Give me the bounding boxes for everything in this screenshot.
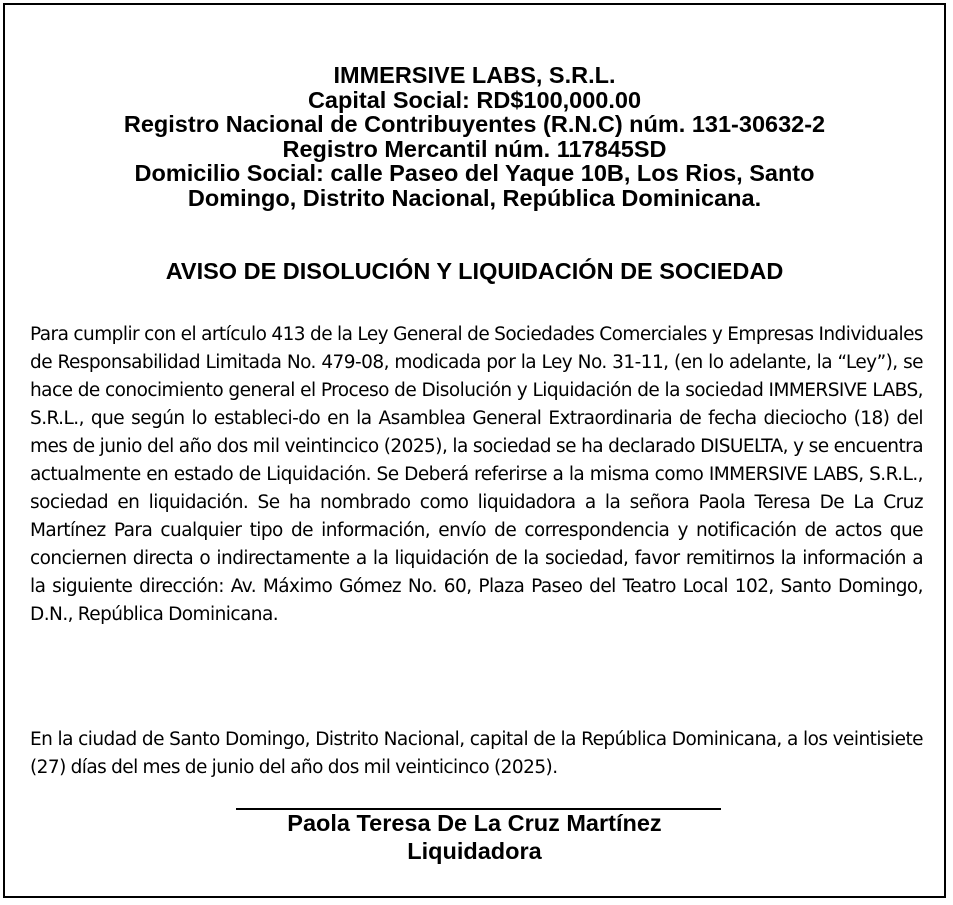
company-header — [25, 63, 924, 210]
body-paragraph-2: En la ciudad de Santo Domingo, Distrito Nacional, capital de la República Dominicana, a los veintisiete (27) días del mes de junio del año dos mil veinticinco (2025). — [30, 729, 923, 778]
legal-notice-frame — [3, 3, 946, 898]
body-paragraph-1: Para cumplir con el artículo 413 de la Ley General de Sociedades Comerciales y Empresas Individuales de Responsabilidad Limitada No. 479-08, modicada por la Ley No. 31-11, (en lo adelante, la “Ley”), se hace de conocimiento general el Proceso de Disolución y Liquidación de la sociedad IMMERSIVE LABS, S.R.L., que según lo estableci-do en la Asamblea General Extraordinaria de fecha dieciocho (18) del mes de junio del año dos mil veintincico (2025), la sociedad se ha declarado DISUELTA, y se encuentra actualmente en estado de Liquidación. Se Deberá referirse a la misma como IMMERSIVE LABS, S.R.L., sociedad en liquidación. Se ha nombrado como liquidadora a la señora Paola Teresa De La Cruz Martínez Para cualquier tipo de información, envío de correspondencia y notificación de actos que conciernen directa o indirectamente a la liquidación de la sociedad, favor remitirnos la información a la siguiente dirección: Av. Máximo Gómez No. 60, Plaza Paseo del Teatro Local 102, Santo Domingo, D.N., República Dominicana. — [30, 324, 923, 625]
signatory-name: Paola Teresa De La Cruz Martínez — [287, 810, 662, 836]
signature-block — [25, 809, 924, 865]
signatory-role: Liquidadora — [407, 838, 542, 864]
registro-mercantil: Registro Mercantil núm. 117845SD — [282, 135, 667, 162]
domicilio-line-1: Domicilio Social: calle Paseo del Yaque 10B, Los Rios, Santo — [134, 160, 815, 186]
capital-social: Capital Social: RD$100,000.00 — [307, 86, 642, 113]
domicilio-line-2: Domingo, Distrito Nacional, República Dominicana. — [187, 184, 762, 211]
company-name: IMMERSIVE LABS, S.R.L. — [333, 62, 616, 88]
notice-title: AVISO DE DISOLUCIÓN Y LIQUIDACIÓN DE SOCIEDAD — [165, 258, 784, 284]
rnc-number: Registro Nacional de Contribuyentes (R.N.C) núm. 131-30632-2 — [123, 111, 826, 137]
